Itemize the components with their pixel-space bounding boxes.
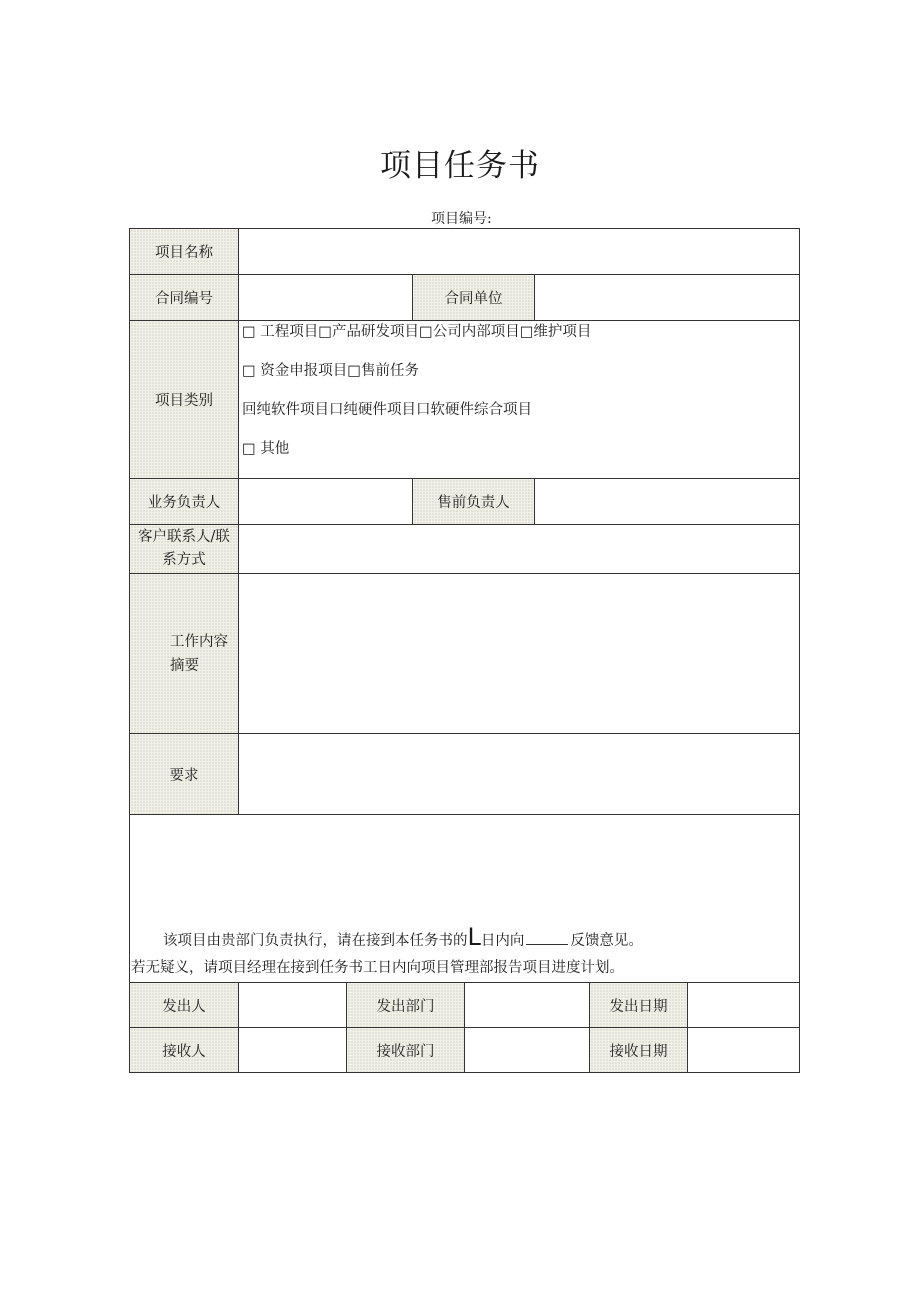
category-option-line[interactable]: □ 工程项目□产品研发项目□公司内部项目□维护项目 <box>242 324 592 340</box>
business-owner-label: 业务负责人 <box>130 479 239 525</box>
presales-owner-field[interactable] <box>535 479 800 525</box>
row-project-category <box>130 321 800 479</box>
send-date-field[interactable] <box>688 983 800 1028</box>
send-dept-label: 发出部门 <box>347 983 465 1028</box>
task-form-table <box>129 228 800 1073</box>
business-owner-field[interactable] <box>239 479 413 525</box>
requirements-field[interactable] <box>239 734 800 815</box>
notice-blank[interactable] <box>526 930 568 945</box>
row-owners <box>130 479 800 525</box>
sender-field[interactable] <box>239 983 347 1028</box>
receive-date-label: 接收日期 <box>590 1028 688 1073</box>
category-option-line[interactable]: □ 资金申报项目□售前任务 <box>242 363 420 379</box>
receiver-field[interactable] <box>239 1028 347 1073</box>
customer-contact-label-line2: 系方式 <box>162 552 206 568</box>
customer-contact-label <box>130 525 239 574</box>
row-project-name <box>130 229 800 275</box>
notice-l-glyph: L <box>467 923 481 951</box>
category-option-line[interactable]: 回纯软件项目口纯硬件项目口软硬件综合项目 <box>242 402 532 418</box>
work-summary-label <box>130 574 239 734</box>
project-number-label: 项目编号: <box>431 211 492 227</box>
contract-no-field[interactable] <box>239 275 413 321</box>
project-category-label: 项目类别 <box>130 321 239 479</box>
work-summary-label-line2: 摘要 <box>170 657 199 674</box>
row-customer-contact <box>130 525 800 574</box>
requirements-label: 要求 <box>130 734 239 815</box>
work-summary-field[interactable] <box>239 574 800 734</box>
row-send <box>130 983 800 1028</box>
project-category-options <box>239 321 800 479</box>
project-name-field[interactable] <box>239 229 800 275</box>
row-work-summary <box>130 574 800 734</box>
presales-owner-label: 售前负责人 <box>413 479 535 525</box>
send-dept-field[interactable] <box>465 983 590 1028</box>
row-receive <box>130 1028 800 1073</box>
customer-contact-field[interactable] <box>239 525 800 574</box>
work-summary-label-line1: 工作内容 <box>170 633 228 650</box>
contract-no-label: 合同编号 <box>130 275 239 321</box>
row-contract <box>130 275 800 321</box>
contract-unit-field[interactable] <box>535 275 800 321</box>
receive-dept-label: 接收部门 <box>347 1028 465 1073</box>
notice-line-2: 若无疑义，请项目经理在接到任务书工日内向项目管理部报告项目进度计划。 <box>131 960 624 976</box>
row-requirements <box>130 734 800 815</box>
receive-date-field[interactable] <box>688 1028 800 1073</box>
document-title: 项目任务书 <box>380 148 540 184</box>
sender-label: 发出人 <box>130 983 239 1028</box>
contract-unit-label: 合同单位 <box>413 275 535 321</box>
project-name-label: 项目名称 <box>130 229 239 275</box>
receiver-label: 接收人 <box>130 1028 239 1073</box>
customer-contact-label-line1: 客户联系人/联 <box>138 529 230 545</box>
category-option-line[interactable]: □ 其他 <box>242 441 290 457</box>
send-date-label: 发出日期 <box>590 983 688 1028</box>
row-notice <box>130 815 800 983</box>
notice-line-1: 该项目由贵部门负责执行，请在接到本任务书的L日内向 反馈意见。 <box>163 923 643 951</box>
notice-text <box>130 815 800 983</box>
receive-dept-field[interactable] <box>465 1028 590 1073</box>
